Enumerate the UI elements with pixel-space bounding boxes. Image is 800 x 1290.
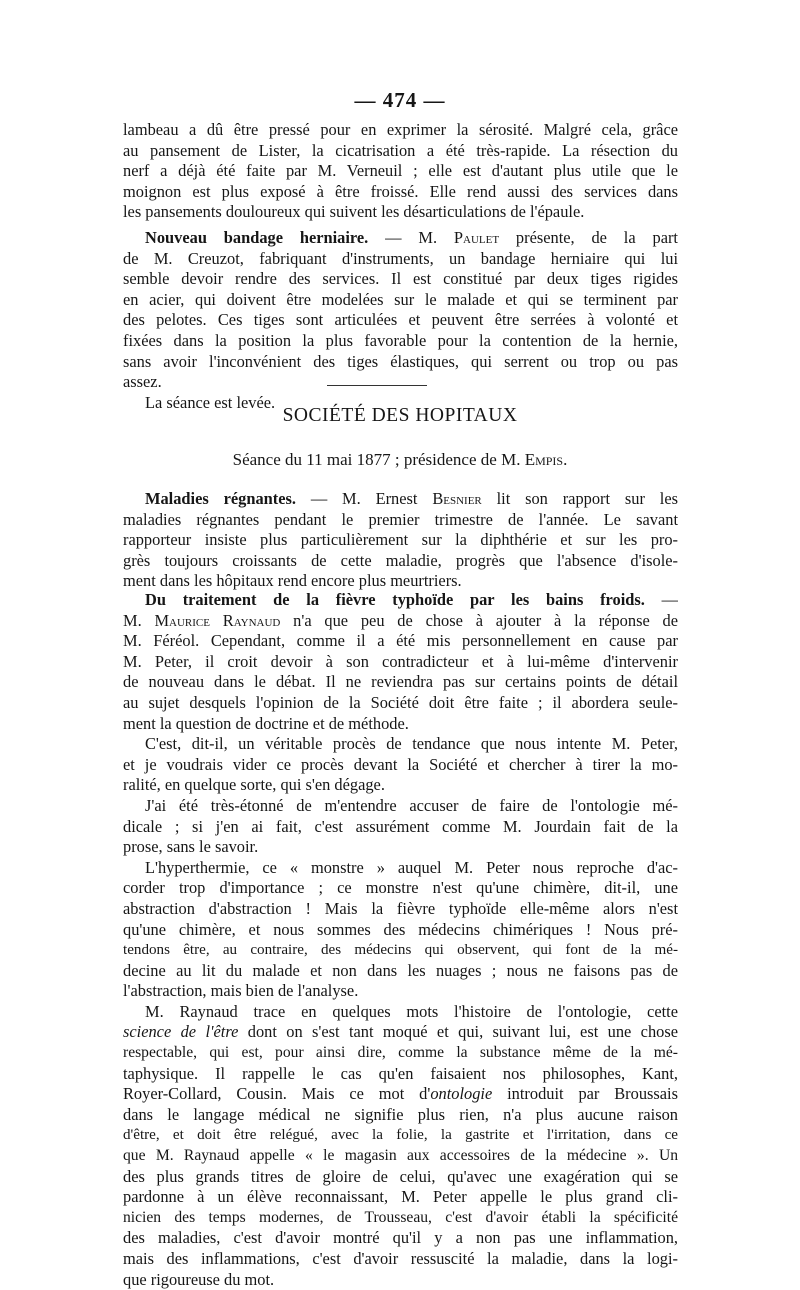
italic-phrase: ontologie (430, 1084, 493, 1104)
session-line (0, 450, 800, 470)
text-line: ment la question de doctrine et de méthode. (123, 713, 409, 733)
text-span: n'a que peu de chose à ajouter à la réponse de (280, 610, 678, 630)
paragraph-lead-heading: Nouveau bandage herniaire. (145, 228, 369, 247)
text-line: M. Raynaud trace en quelques mots l'histoire de l'ontologie, cette (145, 1001, 678, 1021)
text-line: decine au lit du malade et non dans les nuages ; nous ne faisons pas de (123, 960, 678, 980)
person-name: Besnier (432, 489, 482, 508)
text-line (123, 611, 678, 632)
text-line: corder trop d'importance ; ce monstre n'est qu'une chimère, dit-il, une (123, 878, 678, 898)
text-line: que M. Raynaud appelle « le magasin aux accessoires de la médecine ». Un (123, 1147, 678, 1165)
page-number: — 474 — (354, 88, 446, 112)
text-span: Royer-Collard, Cousin. Mais ce mot d' (123, 1084, 431, 1104)
text-line: au pansement de Lister, la cicatrisation a été très-rapide. La résection du (123, 140, 678, 160)
text-span: — M. Ernest (295, 489, 433, 508)
text-line: des maladies, c'est d'avoir montré qu'il y a non pas une inflammation, (123, 1228, 678, 1248)
text-line: de nouveau dans le débat. Il ne reviendra pas sur certains points de détail (123, 672, 678, 692)
italic-phrase: science de l'être (123, 1022, 239, 1042)
text-span: présente, de la part (499, 228, 678, 247)
text-line: assez. (123, 372, 162, 392)
text-span: Séance du 11 mai 1877 ; présidence de M. (232, 450, 525, 469)
text-line: fixées dans la position la plus favorable pour la contention de la hernie, (123, 330, 678, 350)
section-divider (327, 385, 427, 386)
text-line: ment dans les hôpitaux rend encore plus meurtriers. (123, 571, 462, 591)
text-line: des plus grands titres de gloire de celui, qu'avec une exagération qui se (123, 1166, 678, 1186)
text-line: sans avoir l'inconvénient des tiges élastiques, qui serrent ou trop ou pas (123, 351, 678, 371)
text-line: abstraction d'abstraction ! Mais la fièvre typhoïde elle-même alors n'est (123, 898, 678, 918)
text-line: M. Féréol. Cependant, comme il a été mis personnellement en cause par (123, 631, 678, 651)
text-line: dicale ; si j'en ai fait, c'est assurément comme M. Jourdain fait de la (123, 816, 678, 836)
paragraph-lead-heading: Maladies régnantes. (145, 489, 296, 508)
text-line: les pansements douloureux qui suivent les désarticulations de l'épaule. (123, 202, 585, 222)
text-span: — M. (368, 228, 454, 247)
section-title: SOCIÉTÉ DES HOPITAUX (282, 405, 518, 426)
text-line: rapporteur insiste plus particulièrement sur la diphthérie et sur les pro- (123, 530, 678, 550)
text-span: . (563, 450, 568, 469)
text-line: L'hyperthermie, ce « monstre » auquel M. Peter nous reproche d'ac- (145, 857, 678, 877)
text-line: taphysique. Il rappelle le cas qu'en faisaient nos philosophes, Kant, (123, 1063, 678, 1083)
text-line: respectable, qui est, pour ainsi dire, comme la substance même de la mé- (123, 1044, 678, 1062)
text-line: au sujet desquels l'opinion de la Société doit être faite ; il abordera seule- (123, 692, 678, 712)
text-span: introduit par Broussais (492, 1084, 678, 1104)
text-line: des pelotes. Ces tiges sont articulées et peuvent être serrées à volonté et (123, 310, 678, 330)
text-line: qu'une chimère, et nous sommes des médecins chimériques ! Nous pré- (123, 919, 678, 939)
text-line: et je voudrais vider ce procès devant la Société et chercher à tirer la mo- (123, 754, 678, 774)
maladies-paragraph (123, 489, 678, 592)
text-line: mais des inflammations, c'est d'avoir ressuscité la maladie, dans la logi- (123, 1249, 678, 1268)
text-span: dont on s'est tant moqué et qui, suivant lui, est une chose (238, 1022, 678, 1042)
text-line: semble devoir rendre des services. Il est constitué par deux tiges rigides (123, 269, 678, 289)
text-line: C'est, dit-il, un véritable procès de tendance que nous intente M. Peter, (145, 734, 678, 754)
text-span: lit son rapport sur les (481, 489, 678, 508)
text-line (123, 590, 678, 611)
text-line: prose, sans le savoir. (123, 837, 259, 857)
text-line: J'ai été très-étonné de m'entendre accuser de faire de l'ontologie mé- (145, 795, 678, 815)
text-line: que rigoureuse du mot. (123, 1269, 275, 1289)
text-line: tendons être, au contraire, des médecins qui observent, qui font de la mé- (123, 942, 678, 959)
text-span: — (644, 590, 678, 609)
text-line: M. Peter, il croit devoir à son contradicteur et à lui-même d'intervenir (123, 651, 678, 671)
paragraph-lead-heading: Du traitement de la fièvre typhoïde par les bains froids. (145, 590, 645, 609)
text-line: en acier, qui doivent être modelées sur le malade et qui se terminent par (123, 289, 678, 309)
text-line: maladies régnantes pendant le premier trimestre de l'année. Le savant (123, 509, 678, 529)
text-line: pardonne à un élève reconnaissant, M. Peter appelle le plus grand cli- (123, 1187, 678, 1207)
text-line: lambeau a dû être pressé pour en exprimer la sérosité. Malgré cela, grâce (123, 120, 678, 139)
continuation-paragraph (123, 120, 678, 223)
text-line: nerf a déjà été faite par M. Verneuil ; elle est d'autant plus utile que le (123, 161, 678, 181)
text-span: M. (123, 610, 155, 630)
text-line (123, 1084, 678, 1105)
person-name: Maurice Raynaud (154, 610, 281, 630)
text-line: de M. Creuzot, fabriquant d'instruments, un bandage herniaire qui lui (123, 248, 678, 268)
text-line: nicien des temps modernes, de Trousseau, c'est d'avoir établi la spécificité (123, 1208, 678, 1226)
person-name: Empis (524, 450, 564, 469)
text-line: ralité, en quelque sorte, qui s'en dégage. (123, 775, 385, 795)
session-closing: La séance est levée. (145, 392, 276, 412)
typhoide-section (123, 590, 678, 1290)
text-line (123, 1022, 678, 1043)
text-line (123, 489, 678, 510)
text-line: d'être, et doit être relégué, avec la folie, la gastrite et l'irritation, dans ce (123, 1127, 678, 1144)
text-line: dans le langage médical ne signifie plus rien, n'a plus aucune raison (123, 1104, 678, 1124)
text-line (123, 228, 678, 249)
person-name: Paulet (453, 228, 500, 247)
text-line: moignon est plus exposé à être froissé. Elle rend aussi des services dans (123, 181, 678, 201)
text-line: grès toujours croissants de cette maladie, progrès que l'absence d'isole- (123, 550, 678, 570)
text-line: l'abstraction, mais bien de l'analyse. (123, 981, 359, 1001)
